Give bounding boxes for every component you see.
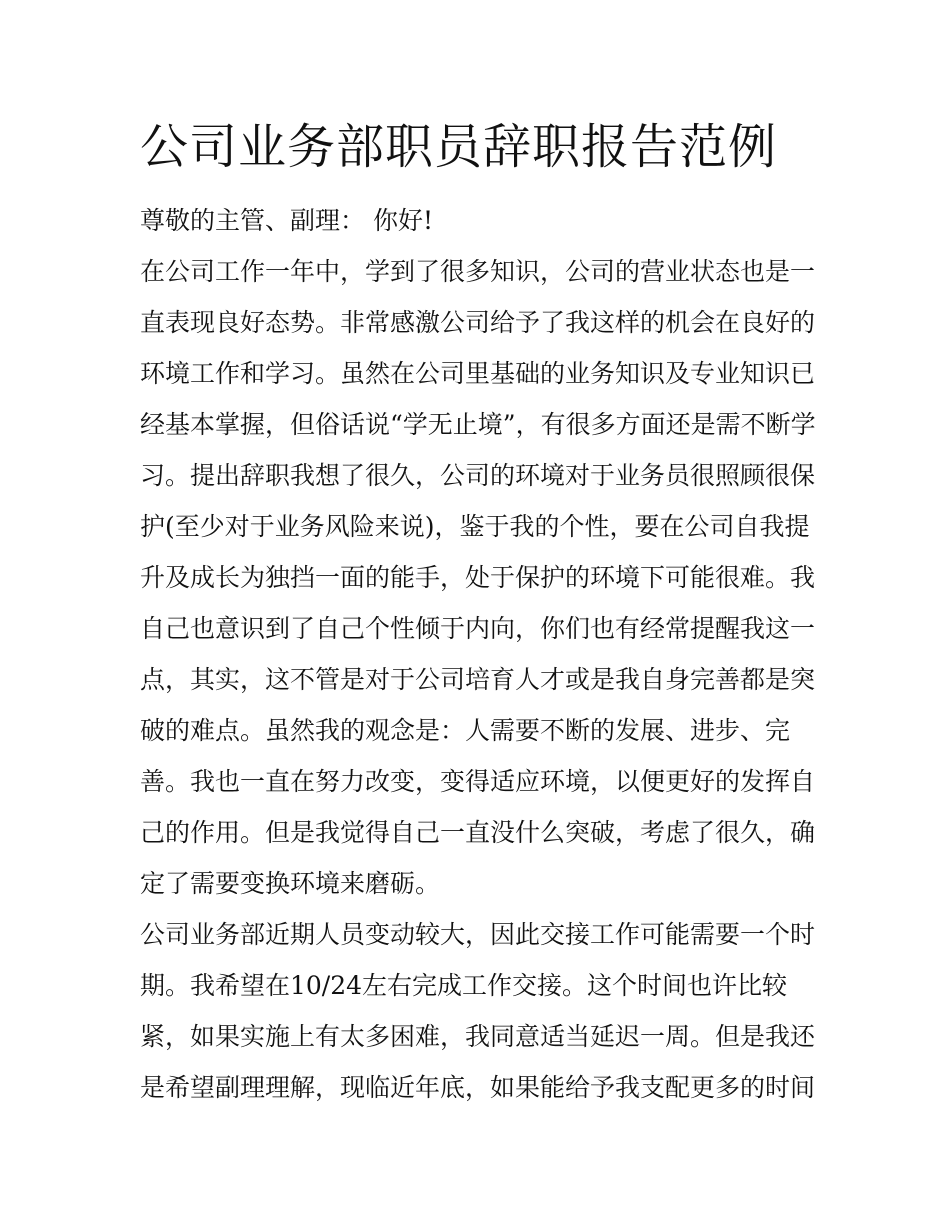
body-line: 环境工作和学习。虽然在公司里基础的业务知识及专业知识已	[140, 359, 816, 388]
body-line: 是希望副理理解，现临近年底，如果能给予我支配更多的时间	[140, 1073, 816, 1102]
body-line: 护(至少对于业务风险来说)，鉴于我的个性，要在公司自我提	[140, 512, 810, 541]
document-title: 公司业务部职员辞职报告范例	[140, 119, 778, 175]
body-line: 善。我也一直在努力改变，变得适应环境，以便更好的发挥自	[140, 767, 816, 796]
body-line: 定了需要变换环境来磨砺。	[140, 869, 441, 898]
body-line: 在公司工作一年中，学到了很多知识，公司的营业状态也是一	[140, 257, 816, 286]
body-line: 升及成长为独挡一面的能手，处于保护的环境下可能很难。我	[140, 563, 816, 592]
body-line: 直表现良好态势。非常感激公司给予了我这样的机会在良好的	[140, 308, 816, 337]
body-line: 点，其实，这不管是对于公司培育人才或是我自身完善都是突	[140, 665, 816, 694]
body-line: 经基本掌握，但俗话说“学无止境”，有很多方面还是需不断学	[140, 410, 816, 439]
body-line: 破的难点。虽然我的观念是：人需要不断的发展、进步、完	[140, 716, 791, 745]
body-line: 习。提出辞职我想了很久，公司的环境对于业务员很照顾很保	[140, 461, 816, 490]
body-line: 公司业务部近期人员变动较大，因此交接工作可能需要一个时	[140, 920, 816, 949]
body-line: 期。我希望在10/24左右完成工作交接。这个时间也许比较	[140, 971, 788, 1000]
body-line: 紧，如果实施上有太多困难，我同意适当延迟一周。但是我还	[140, 1022, 816, 1051]
salutation-line: 尊敬的主管、副理： 你好!	[140, 206, 433, 235]
body-line: 己的作用。但是我觉得自己一直没什么突破，考虑了很久，确	[140, 818, 816, 847]
body-line: 自己也意识到了自己个性倾于内向，你们也有经常提醒我这一	[140, 614, 816, 643]
